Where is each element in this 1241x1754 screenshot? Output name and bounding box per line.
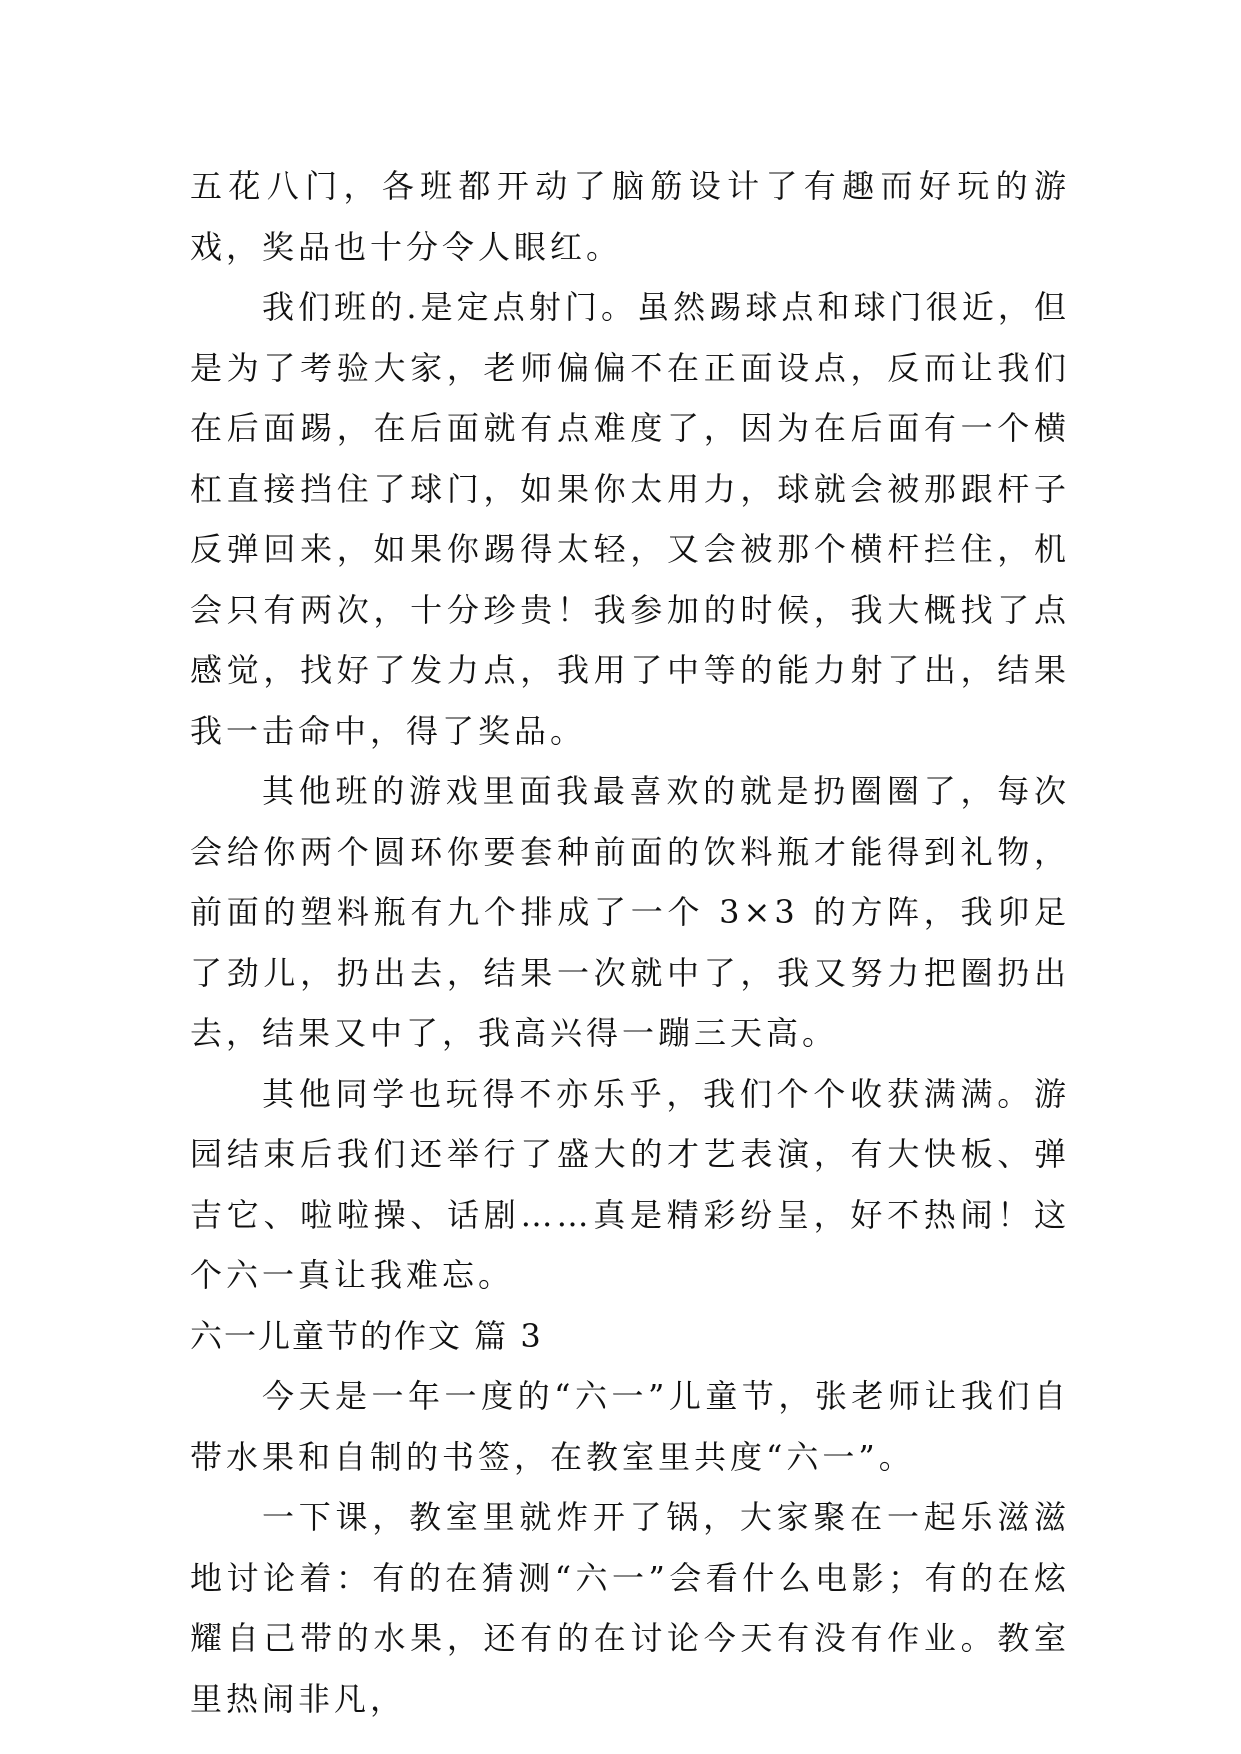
paragraph-penalty-kick: 我们班的.是定点射门。虽然踢球点和球门很近，但是为了考验大家，老师偏偏不在正面设点，反而让我们在后面踢，在后面就有点难度了，因为在后面有一个横杠直接挡住了球门，如果你太用力，球就会被那跟杆子反弹回来，如果你踢得太轻，又会被那个横杆拦住，机会只有两次，十分珍贵！我参加的时候，我大概找了点感觉，找好了发力点，我用了中等的能力射了出，结果我一击命中，得了奖品。 (190, 288, 1070, 750)
document-body (190, 156, 1070, 1729)
section-title: 六一儿童节的作文 篇 3 (190, 1316, 543, 1355)
paragraph-childrens-day: 今天是一年一度的“六一”儿童节，张老师让我们自带水果和自制的书签，在教室里共度“六一”。 (190, 1377, 1070, 1476)
paragraph-classroom: 一下课，教室里就炸开了锅，大家聚在一起乐滋滋地讨论着：有的在猜测“六一”会看什么电影；有的在炫耀自己带的水果，还有的在讨论今天有没有作业。教室里热闹非凡， (190, 1498, 1070, 1718)
paragraph-continued: 五花八门，各班都开动了脑筋设计了有趣而好玩的游戏，奖品也十分令人眼红。 (190, 167, 1070, 266)
paragraph-performance: 其他同学也玩得不亦乐乎，我们个个收获满满。游园结束后我们还举行了盛大的才艺表演，有大快板、弹吉它、啦啦操、话剧……真是精彩纷呈，好不热闹！这个六一真让我难忘。 (190, 1074, 1070, 1294)
paragraph-ring-toss: 其他班的游戏里面我最喜欢的就是扔圈圈了，每次会给你两个圆环你要套种前面的饮料瓶才能得到礼物，前面的塑料瓶有九个排成了一个 3×3 的方阵，我卯足了劲儿，扔出去，结果一次就中了，我又努力把圈扔出去，结果又中了，我高兴得一蹦三天高。 (190, 772, 1070, 1052)
